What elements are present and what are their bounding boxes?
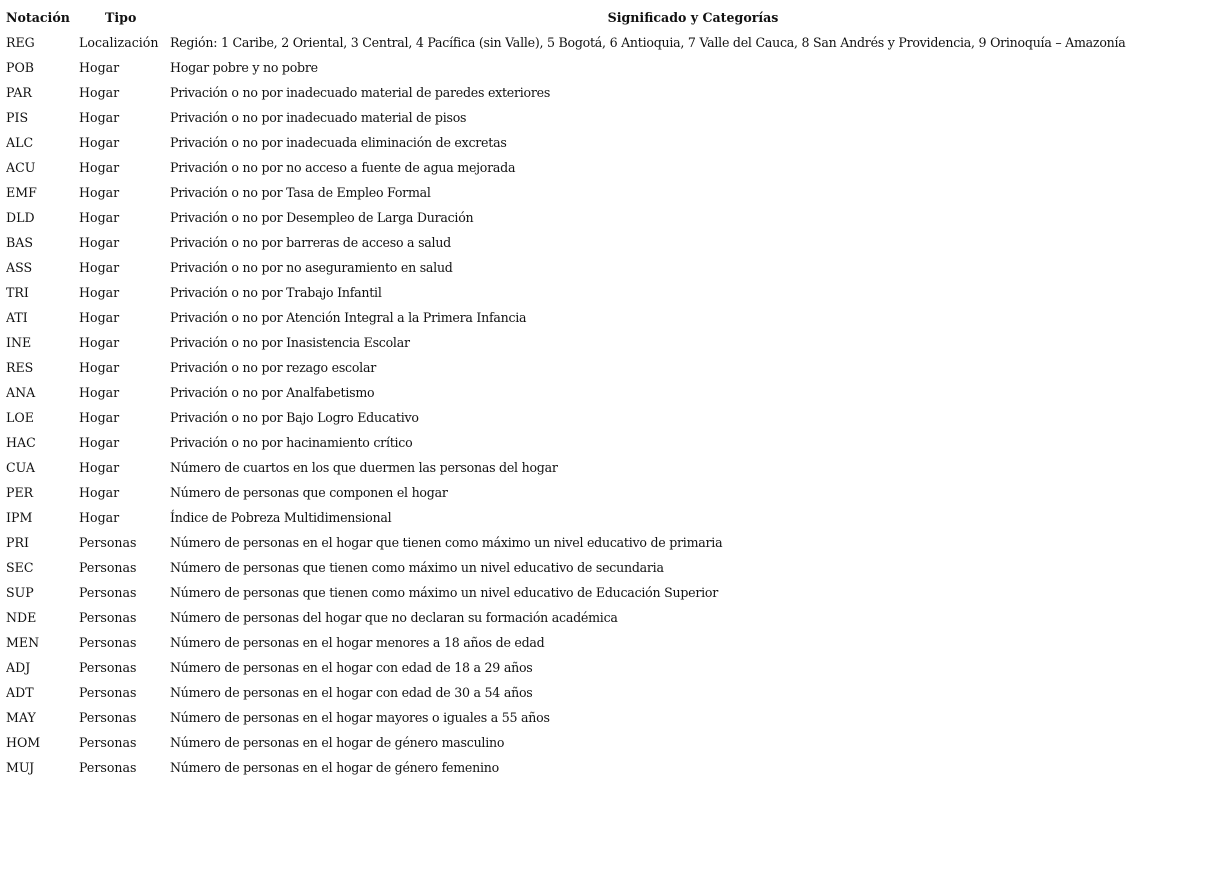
cell-significado: Número de personas en el hogar de género femenino: [170, 760, 499, 775]
cell-tipo: Hogar: [79, 235, 120, 250]
table-row: [6, 55, 1216, 80]
cell-significado: Privación o no por no acceso a fuente de agua mejorada: [170, 160, 516, 175]
cell-significado: Número de personas en el hogar que tienen como máximo un nivel educativo de primaria: [170, 535, 723, 550]
cell-tipo: Personas: [79, 760, 137, 775]
cell-notacion: ADJ: [6, 660, 31, 675]
cell-tipo: Hogar: [79, 135, 120, 150]
cell-tipo: Personas: [79, 660, 137, 675]
cell-tipo: Hogar: [79, 60, 120, 75]
cell-notacion: SEC: [6, 560, 34, 575]
cell-tipo: Hogar: [79, 435, 120, 450]
table-row: [6, 330, 1216, 355]
cell-notacion: ALC: [6, 135, 34, 150]
cell-tipo: Hogar: [79, 110, 120, 125]
table-row: [6, 130, 1216, 155]
cell-notacion: DLD: [6, 210, 35, 225]
cell-significado: Privación o no por barreras de acceso a salud: [170, 235, 451, 250]
cell-significado: Privación o no por Bajo Logro Educativo: [170, 410, 419, 425]
cell-significado: Número de personas que componen el hogar: [170, 485, 448, 500]
header-row: [6, 5, 1216, 30]
table-row: [6, 455, 1216, 480]
table-row: [6, 255, 1216, 280]
cell-tipo: Hogar: [79, 210, 120, 225]
cell-significado: Privación o no por no aseguramiento en salud: [170, 260, 453, 275]
cell-tipo: Personas: [79, 585, 137, 600]
cell-significado: Privación o no por Analfabetismo: [170, 385, 375, 400]
cell-significado: Privación o no por hacinamiento crítico: [170, 435, 413, 450]
cell-notacion: ADT: [6, 685, 34, 700]
cell-notacion: ACU: [6, 160, 36, 175]
table-row: [6, 305, 1216, 330]
cell-significado: Número de personas del hogar que no declaran su formación académica: [170, 610, 618, 625]
cell-significado: Privación o no por inadecuada eliminación de excretas: [170, 135, 507, 150]
cell-notacion: PER: [6, 485, 34, 500]
cell-notacion: TRI: [6, 285, 29, 300]
cell-notacion: SUP: [6, 585, 34, 600]
cell-significado: Número de personas que tienen como máximo un nivel educativo de Educación Superior: [170, 585, 718, 600]
cell-significado: Número de personas en el hogar con edad de 30 a 54 años: [170, 685, 533, 700]
table-row: [6, 555, 1216, 580]
cell-notacion: POB: [6, 60, 35, 75]
table-body: [6, 30, 1216, 780]
cell-notacion: NDE: [6, 610, 37, 625]
table-row: [6, 730, 1216, 755]
cell-notacion: BAS: [6, 235, 33, 250]
cell-notacion: MUJ: [6, 760, 35, 775]
cell-tipo: Hogar: [79, 510, 120, 525]
cell-tipo: Hogar: [79, 485, 120, 500]
header-notacion: Notación: [6, 10, 70, 25]
cell-significado: Número de personas que tienen como máximo un nivel educativo de secundaria: [170, 560, 664, 575]
table-row: [6, 430, 1216, 455]
cell-significado: Privación o no por Inasistencia Escolar: [170, 335, 410, 350]
cell-significado: Número de personas en el hogar de género masculino: [170, 735, 505, 750]
cell-significado: Privación o no por Desempleo de Larga Duración: [170, 210, 474, 225]
table-row: [6, 530, 1216, 555]
cell-tipo: Hogar: [79, 310, 120, 325]
cell-tipo: Personas: [79, 610, 137, 625]
table-row: [6, 380, 1216, 405]
cell-significado: Número de cuartos en los que duermen las personas del hogar: [170, 460, 558, 475]
table-row: [6, 105, 1216, 130]
cell-tipo: Hogar: [79, 285, 120, 300]
cell-notacion: PRI: [6, 535, 29, 550]
cell-significado: Región: 1 Caribe, 2 Oriental, 3 Central, 4 Pacífica (sin Valle), 5 Bogotá, 6 Antioquia, 7 Valle del Cauca, 8 San Andrés y Providencia, 9 Orinoquía – Amazonía: [170, 35, 1126, 50]
cell-significado: Hogar pobre y no pobre: [170, 60, 318, 75]
table-header: [6, 5, 1216, 30]
table-row: [6, 505, 1216, 530]
table-row: [6, 630, 1216, 655]
cell-notacion: HOM: [6, 735, 41, 750]
cell-notacion: INE: [6, 335, 32, 350]
cell-tipo: Hogar: [79, 385, 120, 400]
table-row: [6, 605, 1216, 630]
cell-notacion: ASS: [6, 260, 33, 275]
cell-tipo: Personas: [79, 710, 137, 725]
cell-tipo: Hogar: [79, 360, 120, 375]
cell-notacion: HAC: [6, 435, 36, 450]
cell-notacion: LOE: [6, 410, 34, 425]
cell-tipo: Hogar: [79, 160, 120, 175]
cell-significado: Privación o no por Trabajo Infantil: [170, 285, 382, 300]
cell-notacion: PIS: [6, 110, 29, 125]
cell-tipo: Personas: [79, 685, 137, 700]
cell-significado: Número de personas en el hogar con edad de 18 a 29 años: [170, 660, 533, 675]
cell-significado: Número de personas en el hogar menores a 18 años de edad: [170, 635, 545, 650]
table-row: [6, 80, 1216, 105]
table-row: [6, 655, 1216, 680]
table-row: [6, 30, 1216, 55]
table-row: [6, 180, 1216, 205]
table-row: [6, 280, 1216, 305]
cell-notacion: PAR: [6, 85, 32, 100]
cell-notacion: ATI: [6, 310, 28, 325]
cell-significado: Número de personas en el hogar mayores o iguales a 55 años: [170, 710, 550, 725]
cell-notacion: REG: [6, 35, 35, 50]
cell-tipo: Personas: [79, 735, 137, 750]
cell-tipo: Localización: [79, 35, 159, 50]
table-row: [6, 480, 1216, 505]
header-tipo: Tipo: [105, 10, 137, 25]
cell-tipo: Hogar: [79, 260, 120, 275]
cell-significado: Privación o no por Tasa de Empleo Formal: [170, 185, 431, 200]
variables-table: [6, 5, 1216, 780]
table-row: [6, 355, 1216, 380]
cell-significado: Índice de Pobreza Multidimensional: [170, 510, 392, 525]
cell-significado: Privación o no por inadecuado material de pisos: [170, 110, 467, 125]
cell-tipo: Hogar: [79, 460, 120, 475]
header-significado: Significado y Categorías: [607, 10, 779, 25]
cell-tipo: Hogar: [79, 185, 120, 200]
table-row: [6, 680, 1216, 705]
cell-tipo: Personas: [79, 635, 137, 650]
cell-notacion: MEN: [6, 635, 40, 650]
cell-notacion: MAY: [6, 710, 36, 725]
table-row: [6, 155, 1216, 180]
cell-notacion: IPM: [6, 510, 33, 525]
table-row: [6, 705, 1216, 730]
cell-notacion: EMF: [6, 185, 37, 200]
cell-tipo: Personas: [79, 535, 137, 550]
table-row: [6, 405, 1216, 430]
cell-tipo: Personas: [79, 560, 137, 575]
cell-tipo: Hogar: [79, 85, 120, 100]
cell-notacion: CUA: [6, 460, 35, 475]
cell-significado: Privación o no por inadecuado material de paredes exteriores: [170, 85, 551, 100]
table-row: [6, 580, 1216, 605]
table-row: [6, 755, 1216, 780]
cell-tipo: Hogar: [79, 335, 120, 350]
cell-significado: Privación o no por rezago escolar: [170, 360, 376, 375]
cell-notacion: RES: [6, 360, 34, 375]
cell-notacion: ANA: [6, 385, 36, 400]
cell-tipo: Hogar: [79, 410, 120, 425]
cell-significado: Privación o no por Atención Integral a la Primera Infancia: [170, 310, 527, 325]
table-row: [6, 230, 1216, 255]
table-row: [6, 205, 1216, 230]
